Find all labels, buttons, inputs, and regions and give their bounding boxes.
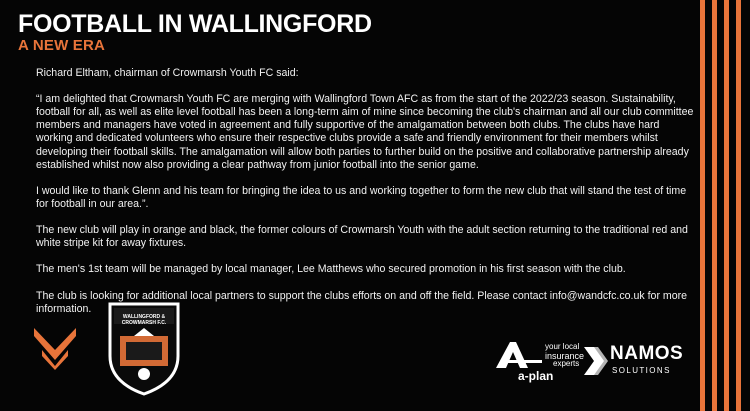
decorative-stripes bbox=[698, 0, 750, 411]
article-paragraph-4: The men's 1st team will be managed by local manager, Lee Matthews who secured promotion in his first season with the club. bbox=[36, 263, 626, 276]
article-paragraph-1: “I am delighted that Crowmarsh Youth FC are merging with Wallingford Town AFC as from the start of the 2022/23 season. Sustainability, football for all, as well as elite level football has been a long-term aim of mine since becoming the club's chairman and all our club committee members and managers have voted in agreement and fully supportive of the amalgamation between both clubs. The clubs have hard working and dedicated volunteers who ensure their respective clubs provide a safe and friendly environment for their members whilst developing their football skills. The amalgamation will allow both parties to further build on the positive and collaborative partnership already established whilst now also providing a clear pathway from junior football into the senior game. bbox=[36, 93, 694, 171]
article-paragraph-5: The club is looking for additional local partners to support the clubs efforts on and off the field. Please contact info@wandcfc.co.uk for more information. bbox=[36, 289, 688, 315]
article-paragraph-2: I would like to thank Glenn and his team for bringing the idea to us and working together to form the new club that will stand the test of time for football in our area.”. bbox=[36, 184, 687, 210]
aplan-tagline bbox=[545, 343, 584, 369]
aplan-tagline-2: insurance bbox=[545, 350, 585, 361]
article-intro: Richard Eltham, chairman of Crowmarsh Youth FC said: bbox=[36, 67, 299, 79]
crest-text: WALLINGFORD & CROWMARSH F.C. bbox=[121, 314, 167, 326]
namos-sub: SOLUTIONS bbox=[612, 366, 671, 375]
aplan-tagline-1: your local bbox=[545, 342, 580, 351]
aplan-name: a-plan bbox=[518, 369, 554, 383]
article-body bbox=[36, 67, 696, 329]
aplan-tagline-3: experts bbox=[553, 359, 580, 368]
article-paragraph-3: The new club will play in orange and black, the former colours of Crowmarsh Youth with the adult section returning to the traditional red and white stripe kit for away fixtures. bbox=[36, 224, 688, 250]
namos-name: NAMOS bbox=[610, 343, 684, 364]
page-title: FOOTBALL IN WALLINGFORD bbox=[18, 10, 372, 38]
page-subtitle: A NEW ERA bbox=[18, 37, 106, 54]
club-crest-icon bbox=[104, 296, 184, 396]
header bbox=[18, 10, 372, 54]
macron-logo-icon bbox=[34, 326, 76, 370]
